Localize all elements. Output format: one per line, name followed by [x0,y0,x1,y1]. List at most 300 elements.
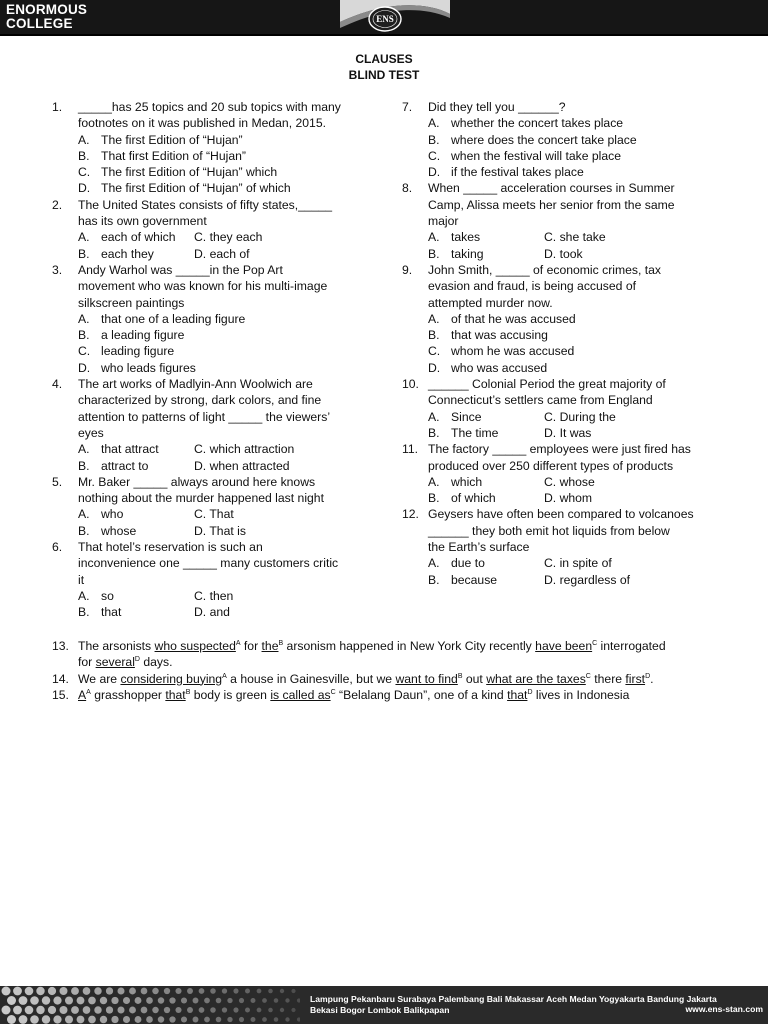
option-letter: A. [428,116,440,131]
option-letter: B. [78,246,90,261]
option-letter: D. [428,165,441,180]
left-question-column [52,99,372,621]
answer-option [428,409,544,425]
answer-option [194,588,324,604]
option-text: that one of a leading figure [101,311,246,326]
footer-dot [262,1017,267,1022]
option-text: each they [101,246,154,261]
footer-dot [280,989,284,993]
question-number: 12. [402,507,419,522]
answer-option [544,425,684,441]
option-letter: B. [428,132,440,147]
option-text: C. whose [544,474,595,489]
option-letter: A. [428,474,440,489]
footer-dot [227,998,232,1003]
option-letter: B. [78,458,90,473]
answer-option [194,246,324,262]
answer-option [78,132,372,148]
underlined-segment: considering buying [120,671,223,686]
answer-options [78,441,372,474]
question-text-line: Geysers have often been compared to volcanoes [428,507,694,522]
question-text-line: silkscreen paintings [78,295,185,310]
answer-option [78,164,372,180]
question-text-line: movement who was known for his multi-image [78,279,328,294]
option-text: whom he was accused [451,344,575,359]
question-number: 14. [52,671,69,686]
option-text: who leads figures [101,360,196,375]
answer-option [544,246,684,262]
question-item [402,180,732,261]
question-item [52,539,372,620]
question-text-line: The art works of Madlyin-Ann Woolwich are [78,377,313,392]
question-text-line: evasion and fraud, is being accused of [428,279,637,294]
answer-option [78,604,194,620]
footer-dot [25,987,34,996]
underlined-segment: that [165,687,186,702]
option-text: C. That [194,507,234,522]
footer-dot [94,1006,101,1013]
question-text-line: footnotes on it was published in Medan, 2015. [78,116,326,131]
option-letter: A. [78,507,90,522]
error-recognition-section [52,638,752,703]
underlined-segment: is called as [270,687,331,702]
answer-option [428,311,732,327]
question-number: 10. [402,377,419,392]
footer-dot [141,1007,148,1014]
footer-dot [53,1015,61,1023]
text-segment: body is green [190,687,271,702]
option-text: C. which attraction [194,442,295,457]
text-segment: . [650,671,654,686]
footer-dot [65,1015,73,1023]
option-text: D. It was [544,425,592,440]
error-question-item [52,687,752,703]
option-letter: D. [78,360,91,375]
footer-dot [88,1016,96,1024]
question-item [402,262,732,376]
question-number: 2. [52,197,63,212]
option-text: D. when attracted [194,458,290,473]
footer-dot [48,987,56,995]
question-item [52,197,372,262]
test-title [0,52,768,83]
option-letter: A. [428,556,440,571]
footer-dot [245,1008,250,1013]
text-segment: for [78,655,96,670]
footer-dot [199,1007,205,1013]
option-marker: D [645,672,651,680]
question-body [78,687,752,703]
question-text-line [78,654,752,670]
answer-option [428,148,732,164]
footer-dot [210,1007,216,1013]
option-marker: A [222,672,227,680]
option-letter: A. [428,409,440,424]
footer-dot [204,1017,210,1023]
option-marker: C [592,640,598,647]
answer-option [428,115,732,131]
footer-dot [297,998,300,1002]
answer-option [544,572,684,588]
right-question-column [402,99,732,588]
answer-option [194,523,324,539]
footer-cities-line-1: Lampung Pekanbaru Surabaya Palembang Bali Makassar Aceh Medan Yogyakarta Bandung Jakarta [310,994,717,1004]
option-marker: B [185,688,191,696]
option-text: D. regardless of [544,572,631,587]
option-text: taking [451,246,484,261]
question-text-line [78,687,752,703]
answer-option [428,229,544,245]
footer-dot [129,988,136,995]
option-letter: B. [428,328,440,343]
text-segment: grasshopper [90,687,166,702]
option-letter: B. [428,425,440,440]
option-text: Since [451,409,482,424]
text-segment: “Belalang Daun”, one of a kind [335,687,508,702]
question-text-line: When _____ acceleration courses in Summer [428,181,675,196]
question-text-line: John Smith, _____ of economic crimes, tax [428,262,662,277]
footer-dot [71,987,79,995]
option-letter: B. [78,523,90,538]
footer-dot [135,997,142,1004]
option-letter: C. [78,344,91,359]
answer-option [428,327,732,343]
question-body [428,99,732,180]
option-text: which [451,474,483,489]
footer-dot [71,1006,79,1014]
option-text: D. each of [194,246,250,261]
footer-dot [129,1007,136,1014]
footer-dot [245,989,250,994]
answer-option [78,148,372,164]
footer-dot [280,1008,284,1012]
footer-dot [48,1006,56,1014]
text-segment: We are [78,671,121,686]
footer-dot [251,1017,256,1022]
question-body [428,262,732,376]
answer-option [428,132,732,148]
option-text: of which [451,491,496,506]
question-body [78,539,372,620]
footer-dot [239,998,244,1003]
option-text: C. in spite of [544,556,612,571]
footer-dot [13,987,22,996]
question-number: 11. [402,442,419,457]
footer-dot [36,1006,44,1014]
option-text: if the festival takes place [451,165,584,180]
option-text: so [101,588,114,603]
option-letter: A. [428,230,440,245]
footer-dot [285,998,289,1002]
option-letter: B. [428,572,440,587]
option-text: each of which [101,230,176,245]
question-text-line: characterized by strong, dark colors, and fine [78,393,322,408]
answer-options [78,506,372,539]
question-text-line: Andy Warhol was _____in the Pop Art [78,262,283,277]
answer-option [544,490,684,506]
text-segment: arsonism happened in New York City recently [283,639,536,653]
footer-dot [59,1006,67,1014]
footer-dot [262,998,267,1003]
option-text: That first Edition of “Hujan” [101,148,246,163]
question-text-line: Camp, Alissa meets her senior from the same [428,197,675,212]
footer-dot [274,1017,279,1022]
question-item [52,474,372,539]
footer-dot-pattern [0,986,300,1024]
option-letter: A. [428,311,440,326]
option-marker: B [457,672,463,680]
question-item [402,99,732,180]
question-text-line: nothing about the murder happened last night [78,491,324,506]
footer-dot [233,988,238,993]
answer-options [428,229,732,262]
option-letter: A. [78,588,90,603]
question-body [78,671,752,687]
answer-option [428,343,732,359]
footer-dot [233,1007,238,1012]
question-text-line: Mr. Baker _____ always around here knows [78,474,316,489]
answer-option [194,441,324,457]
question-text-line: attention to patterns of light _____ the viewers’ [78,409,331,424]
question-item [402,441,732,506]
answer-option [428,490,544,506]
page-header [0,0,768,36]
option-letter: A. [78,311,90,326]
footer-dot [30,996,39,1005]
question-text-line: has its own government [78,214,207,229]
footer-dot [100,997,107,1004]
answer-option [428,425,544,441]
footer-dot [239,1017,244,1022]
question-body [428,441,732,506]
text-segment: for [240,639,262,653]
question-text-line: produced over 250 different types of products [428,458,674,473]
option-text: that [101,605,122,620]
question-text-line [78,671,752,687]
answer-option [194,506,324,522]
footer-dot [53,996,61,1004]
option-text: leading figure [101,344,175,359]
answer-option [194,229,324,245]
footer-dot [83,987,91,995]
answer-option [78,441,194,457]
footer-dot [210,988,216,994]
footer-dot [216,998,222,1004]
answer-options [428,409,732,442]
footer-dot [251,998,256,1003]
footer-dot [216,1017,222,1023]
footer-dot [123,1016,130,1023]
footer-dot [141,988,148,995]
footer-dot [117,1006,124,1013]
answer-option [78,506,194,522]
question-item [52,376,372,474]
question-text-line: the Earth’s surface [428,540,530,555]
option-letter: D. [78,181,91,196]
question-number: 13. [52,639,69,653]
answer-option [194,458,324,474]
footer-dot [7,996,16,1005]
footer-dot [222,1007,227,1012]
answer-options [428,474,732,507]
footer-cities-line-2: Bekasi Bogor Lombok Balikpapan [310,1004,450,1015]
footer-dot [257,1008,262,1013]
question-text-line: The factory _____ employees were just fired has [428,442,691,457]
answer-option [78,523,194,539]
text-segment: there [590,671,626,686]
option-text: a leading figure [101,328,185,343]
question-body [78,197,372,262]
question-text-line: it [78,572,85,587]
footer-dot [158,1016,165,1023]
footer-dot [146,997,153,1004]
college-seal-icon [367,6,403,32]
footer-dot [164,1007,170,1013]
question-text-line: Connecticut’s settlers came from England [428,393,653,408]
option-text: C. then [194,588,234,603]
option-letter: D. [428,360,441,375]
footer-dot [268,1008,273,1013]
footer-dot [36,987,44,995]
underlined-segment: have been [535,639,593,653]
answer-option [194,604,324,620]
underlined-segment: who suspected [154,639,236,653]
option-marker: D [134,656,140,664]
underlined-segment: first [625,671,646,686]
option-letter: B. [78,605,90,620]
footer-dot [77,997,85,1005]
option-letter: C. [78,165,91,180]
footer-dot [25,1006,34,1015]
option-letter: C. [428,344,441,359]
option-text: who was accused [451,360,548,375]
footer-dot [274,998,279,1003]
footer-dot [181,997,187,1003]
question-number: 3. [52,262,63,277]
option-marker: C [585,672,591,680]
answer-option [428,474,544,490]
option-text: C. During the [544,409,616,424]
question-number: 7. [402,100,413,114]
answer-option [544,474,684,490]
footer-dot [146,1016,153,1023]
answer-option [78,246,194,262]
footer-dot [30,1015,39,1024]
answer-option [428,246,544,262]
question-body [428,506,732,587]
footer-dot [164,988,170,994]
footer-dot [227,1017,232,1022]
option-letter: A. [78,230,90,245]
footer-dot [106,1006,113,1013]
option-text: D. took [544,246,583,261]
footer-dot [42,996,50,1004]
error-question-item [52,638,752,671]
footer-dot [152,988,159,995]
text-segment: lives in Indonesia [532,687,630,702]
footer-dot [83,1006,91,1014]
text-segment: interrogated [597,639,666,653]
question-number: 1. [52,100,63,114]
footer-dot [106,987,113,994]
footer-dot [111,1016,118,1023]
option-text: that was accusing [451,328,548,343]
footer-dot [19,996,28,1005]
option-text: whose [101,523,137,538]
footer-dot [117,987,124,994]
answer-option [78,360,372,376]
answer-option [544,229,684,245]
question-item [52,99,372,197]
footer-dot [2,987,11,996]
footer-website: www.ens-stan.com [685,1004,763,1014]
option-letter: A. [78,132,90,147]
answer-option [78,458,194,474]
footer-dot [77,1016,85,1024]
footer-dot [175,988,181,994]
option-text: takes [451,230,481,245]
question-body [78,474,372,539]
option-marker: B [278,640,284,647]
title-line-1: CLAUSES [355,52,413,66]
footer-dot [152,1007,159,1014]
brand-line-2: COLLEGE [6,16,73,31]
question-number: 4. [52,377,63,392]
question-number: 5. [52,474,63,489]
question-item [402,376,732,441]
option-letter: B. [428,246,440,261]
footer-dot [2,1006,11,1015]
option-text: whether the concert takes place [451,116,624,131]
option-text: D. That is [194,523,246,538]
question-text-line: The United States consists of fifty states,_____ [78,197,333,212]
option-text: due to [451,556,485,571]
underlined-segment: several [95,655,135,670]
question-body [78,262,372,376]
brand-line-1: ENORMOUS [6,2,88,17]
footer-dot [88,997,96,1005]
answer-option [544,555,684,571]
footer-dot [13,1006,22,1015]
footer-dot [135,1016,142,1023]
option-text: C. they each [194,230,263,245]
option-letter: A. [78,442,90,457]
option-text: The first Edition of “Hujan” of which [101,181,291,196]
question-item [402,506,732,587]
answer-option [428,164,732,180]
question-text-line [78,638,752,654]
underlined-segment: A [78,687,87,702]
underlined-segment: that [507,687,528,702]
question-body [428,376,732,441]
footer-dot [187,988,193,994]
option-marker: A [235,640,241,647]
question-text-line: eyes [78,425,104,440]
option-text: who [101,507,124,522]
question-text-line: Did they tell you ______? [428,100,566,114]
question-body [78,99,372,197]
footer-dot [100,1016,107,1023]
option-marker: A [86,688,91,696]
footer-dot [111,997,118,1004]
question-number: 6. [52,540,63,555]
footer-dot [257,989,262,994]
footer-dot [19,1015,28,1024]
underlined-segment: what are the taxes [486,671,586,686]
answer-option [78,311,372,327]
option-text: The first Edition of “Hujan” [101,132,243,147]
question-item [52,262,372,376]
